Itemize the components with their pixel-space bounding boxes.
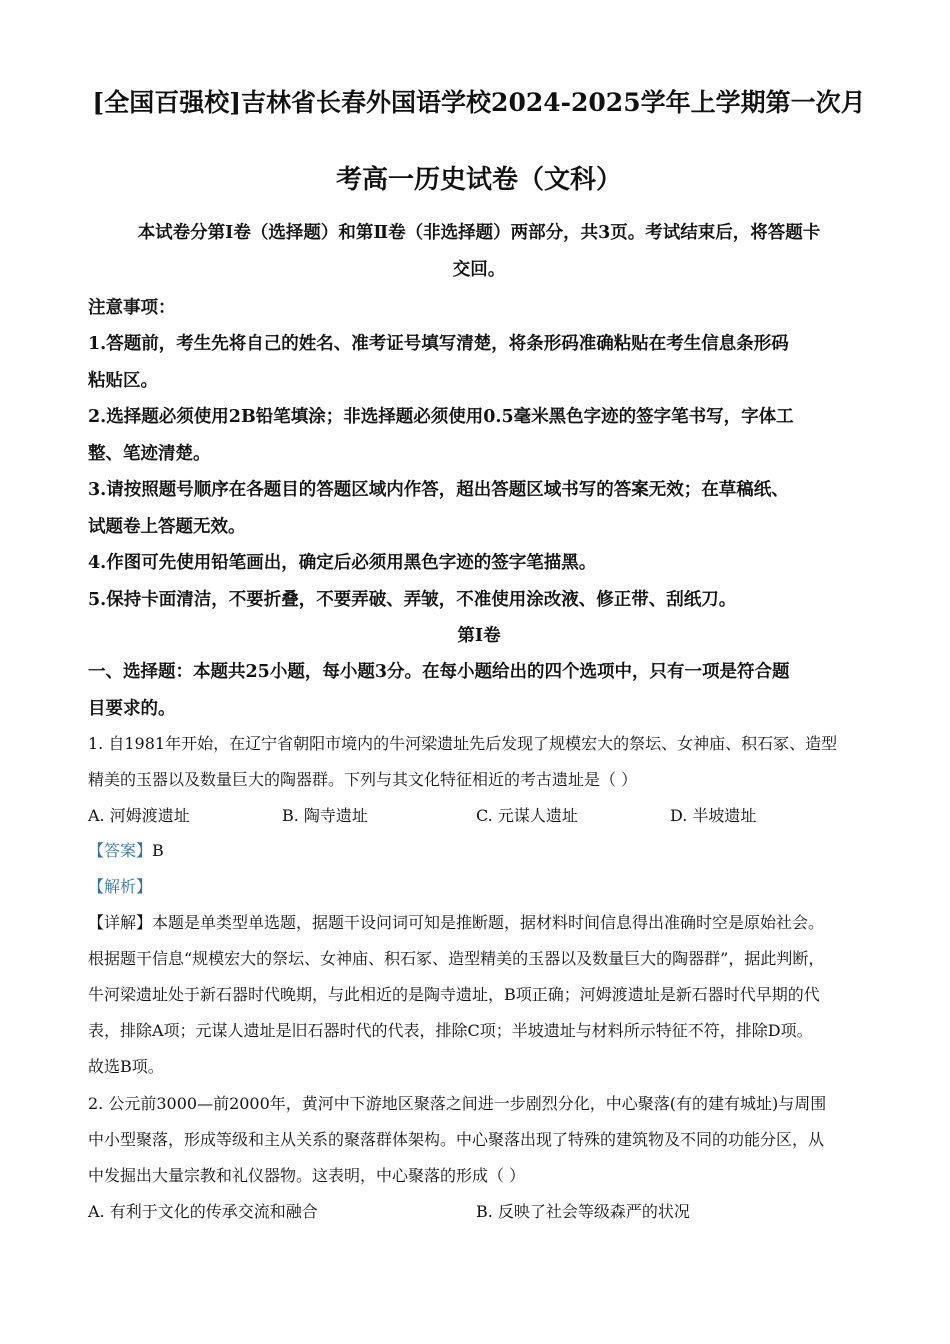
question-1-detail-line: 故选B项。 (88, 1057, 164, 1076)
notes-heading: 注意事项： (88, 298, 176, 318)
note-line: 5.保持卡面清洁，不要折叠，不要弄破、弄皱，不准使用涂改液、修正带、刮纸刀。 (88, 590, 737, 610)
answer-label: 【答案】 (88, 841, 153, 860)
question-1-detail-line: 牛河梁遗址处于新石器时代晚期，与此相近的是陶寺遗址，B项正确；河姆渡遗址是新石器时代早期的代 (88, 985, 820, 1004)
question-2-option-a: A. 有利于文化的传承交流和融合 (88, 1202, 318, 1221)
volume-heading: 第Ⅰ卷 (457, 626, 501, 646)
question-2-option-b: B. 反映了社会等级森严的状况 (476, 1202, 690, 1221)
question-1-detail-line: 表，排除A项；元谋人遗址是旧石器时代的代表，排除C项；半坡遗址与材料所示特征不符，排除D项。 (88, 1021, 813, 1040)
question-1-option-a: A. 河姆渡遗址 (88, 806, 190, 825)
question-2-stem-line: 中小型聚落，形成等级和主从关系的聚落群体架构。中心聚落出现了特殊的建筑物及不同的功能分区，从 (88, 1130, 825, 1149)
answer-value: B (152, 841, 164, 860)
intro-line-1: 本试卷分第Ⅰ卷（选择题）和第Ⅱ卷（非选择题）两部分，共3页。考试结束后，将答题卡 (137, 223, 821, 243)
intro-line-2: 交回。 (452, 260, 506, 280)
document-title-line-1: [全国百强校]吉林省长春外国语学校2024-2025学年上学期第一次月 (92, 88, 866, 117)
question-1-answer (88, 838, 870, 861)
note-line: 4.作图可先使用铅笔画出，确定后必须用黑色字迹的签字笔描黑。 (88, 553, 597, 573)
document-title-line-2: 考高一历史试卷（文科） (335, 165, 622, 195)
note-line: 整、笔迹清楚。 (88, 444, 211, 464)
note-line: 试题卷上答题无效。 (88, 517, 246, 537)
note-line: 1.答题前，考生先将自己的姓名、准考证号填写清楚，将条形码准确粘贴在考生信息条形码 (88, 334, 789, 354)
note-line: 粘贴区。 (88, 371, 158, 391)
section-heading-line-1: 一、选择题：本题共25小题，每小题3分。在每小题给出的四个选项中，只有一项是符合题 (88, 662, 790, 682)
question-2-stem-line: 2. 公元前3000—前2000年，黄河中下游地区聚落之间进一步剧烈分化，中心聚落(有的建有城址)与周围 (88, 1094, 827, 1113)
question-1-option-b: B. 陶寺遗址 (282, 806, 368, 825)
question-1-detail-line: 根据题干信息“规模宏大的祭坛、女神庙、积石冢、造型精美的玉器以及数量巨大的陶器群”，据此判断， (88, 949, 825, 968)
question-2-stem-line: 中发掘出大量宗教和礼仪器物。这表明，中心聚落的形成（ ） (88, 1166, 526, 1185)
question-1-stem-line-2: 精美的玉器以及数量巨大的陶器群。下列与其文化特征相近的考古遗址是（ ） (88, 770, 638, 789)
question-1-stem-line-1: 1. 自1981年开始，在辽宁省朝阳市境内的牛河梁遗址先后发现了规模宏大的祭坛、女神庙、积石冢、造型 (88, 734, 838, 753)
question-1-option-d: D. 半坡遗址 (670, 806, 757, 825)
question-1-option-c: C. 元谋人遗址 (476, 806, 578, 825)
question-1-detail-line: 【详解】本题是单类型单选题，据题干设问词可知是推断题，据材料时间信息得出准确时空是原始社会。 (88, 913, 825, 932)
note-line: 2.选择题必须使用2B铅笔填涂；非选择题必须使用0.5毫米黑色字迹的签字笔书写，字体工 (88, 407, 794, 427)
section-heading-line-2: 目要求的。 (88, 699, 176, 719)
question-1-analysis-label: 【解析】 (88, 877, 153, 896)
note-line: 3.请按照题号顺序在各题目的答题区域内作答，超出答题区域书写的答案无效；在草稿纸、 (88, 480, 789, 500)
